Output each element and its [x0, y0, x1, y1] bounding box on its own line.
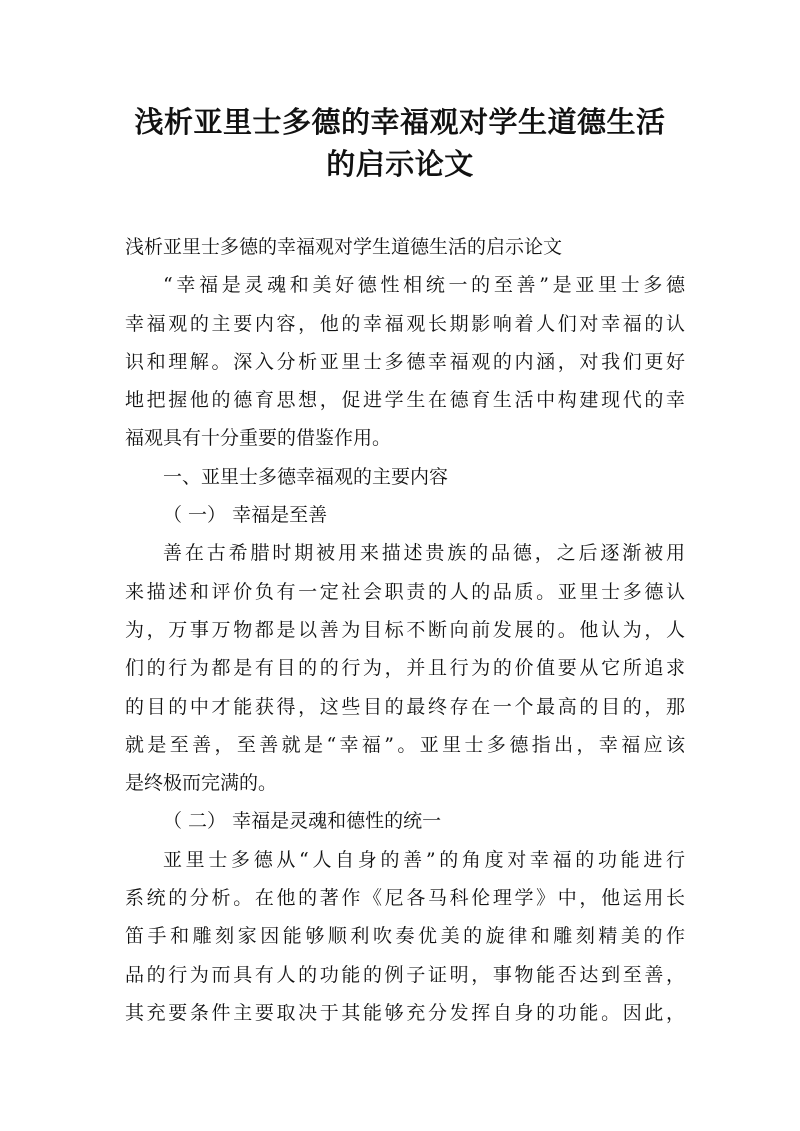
- paragraph-line: 就是至善，至善就是“幸福”。亚里士多德指出，幸福应该: [125, 733, 685, 756]
- document-body: [125, 228, 685, 1032]
- paragraph-line: 们的行为都是有目的的行为，并且行为的价值要从它所追求: [125, 657, 685, 680]
- paragraph-line: 为，万事万物都是以善为目标不断向前发展的。他认为，人: [125, 618, 685, 641]
- paragraph-line: 品的行为而具有人的功能的例子证明，事物能否达到至善，: [125, 963, 685, 986]
- subtitle-line: 浅析亚里士多德的幸福观对学生道德生活的启示论文: [125, 236, 563, 258]
- paragraph-line: 亚里士多德从“人自身的善”的角度对幸福的功能进行: [163, 848, 685, 871]
- paragraph-line: 福观具有十分重要的借鉴作用。: [125, 427, 392, 450]
- paragraph-line: 其充要条件主要取决于其能够充分发挥自身的功能。因此，: [125, 1001, 685, 1024]
- paragraph-line: 是终极而完满的。: [125, 772, 278, 795]
- subsection-heading: （ 一） 幸福是至善: [163, 504, 328, 527]
- paragraph-line: 来描述和评价负有一定社会职责的人的品质。亚里士多德认: [125, 580, 685, 603]
- paragraph-line: 笛手和雕刻家因能够顺利吹奏优美的旋律和雕刻精美的作: [125, 925, 685, 948]
- section-heading: 一、亚里士多德幸福观的主要内容: [163, 465, 449, 488]
- paragraph-line: 幸福观的主要内容，他的幸福观长期影响着人们对幸福的认: [125, 312, 685, 335]
- paragraph-line: 善在古希腊时期被用来描述贵族的品德，之后逐渐被用: [163, 542, 685, 565]
- paragraph-line: 地把握他的德育思想，促进学生在德育生活中构建现代的幸: [125, 389, 685, 412]
- paragraph-line: 系统的分析。在他的著作《尼各马科伦理学》中，他运用长: [125, 887, 685, 910]
- paragraph-line: 识和理解。深入分析亚里士多德幸福观的内涵，对我们更好: [125, 350, 685, 373]
- paragraph-line: “幸福是灵魂和美好德性相统一的至善”是亚里士多德: [163, 274, 685, 297]
- document-title-line-2: 的启示论文: [326, 147, 474, 181]
- document-title-line-1: 浅析亚里士多德的幸福观对学生道德生活: [134, 105, 666, 139]
- subsection-heading: （ 二） 幸福是灵魂和德性的统一: [163, 810, 442, 833]
- paragraph-line: 的目的中才能获得，这些目的最终存在一个最高的目的，那: [125, 695, 685, 718]
